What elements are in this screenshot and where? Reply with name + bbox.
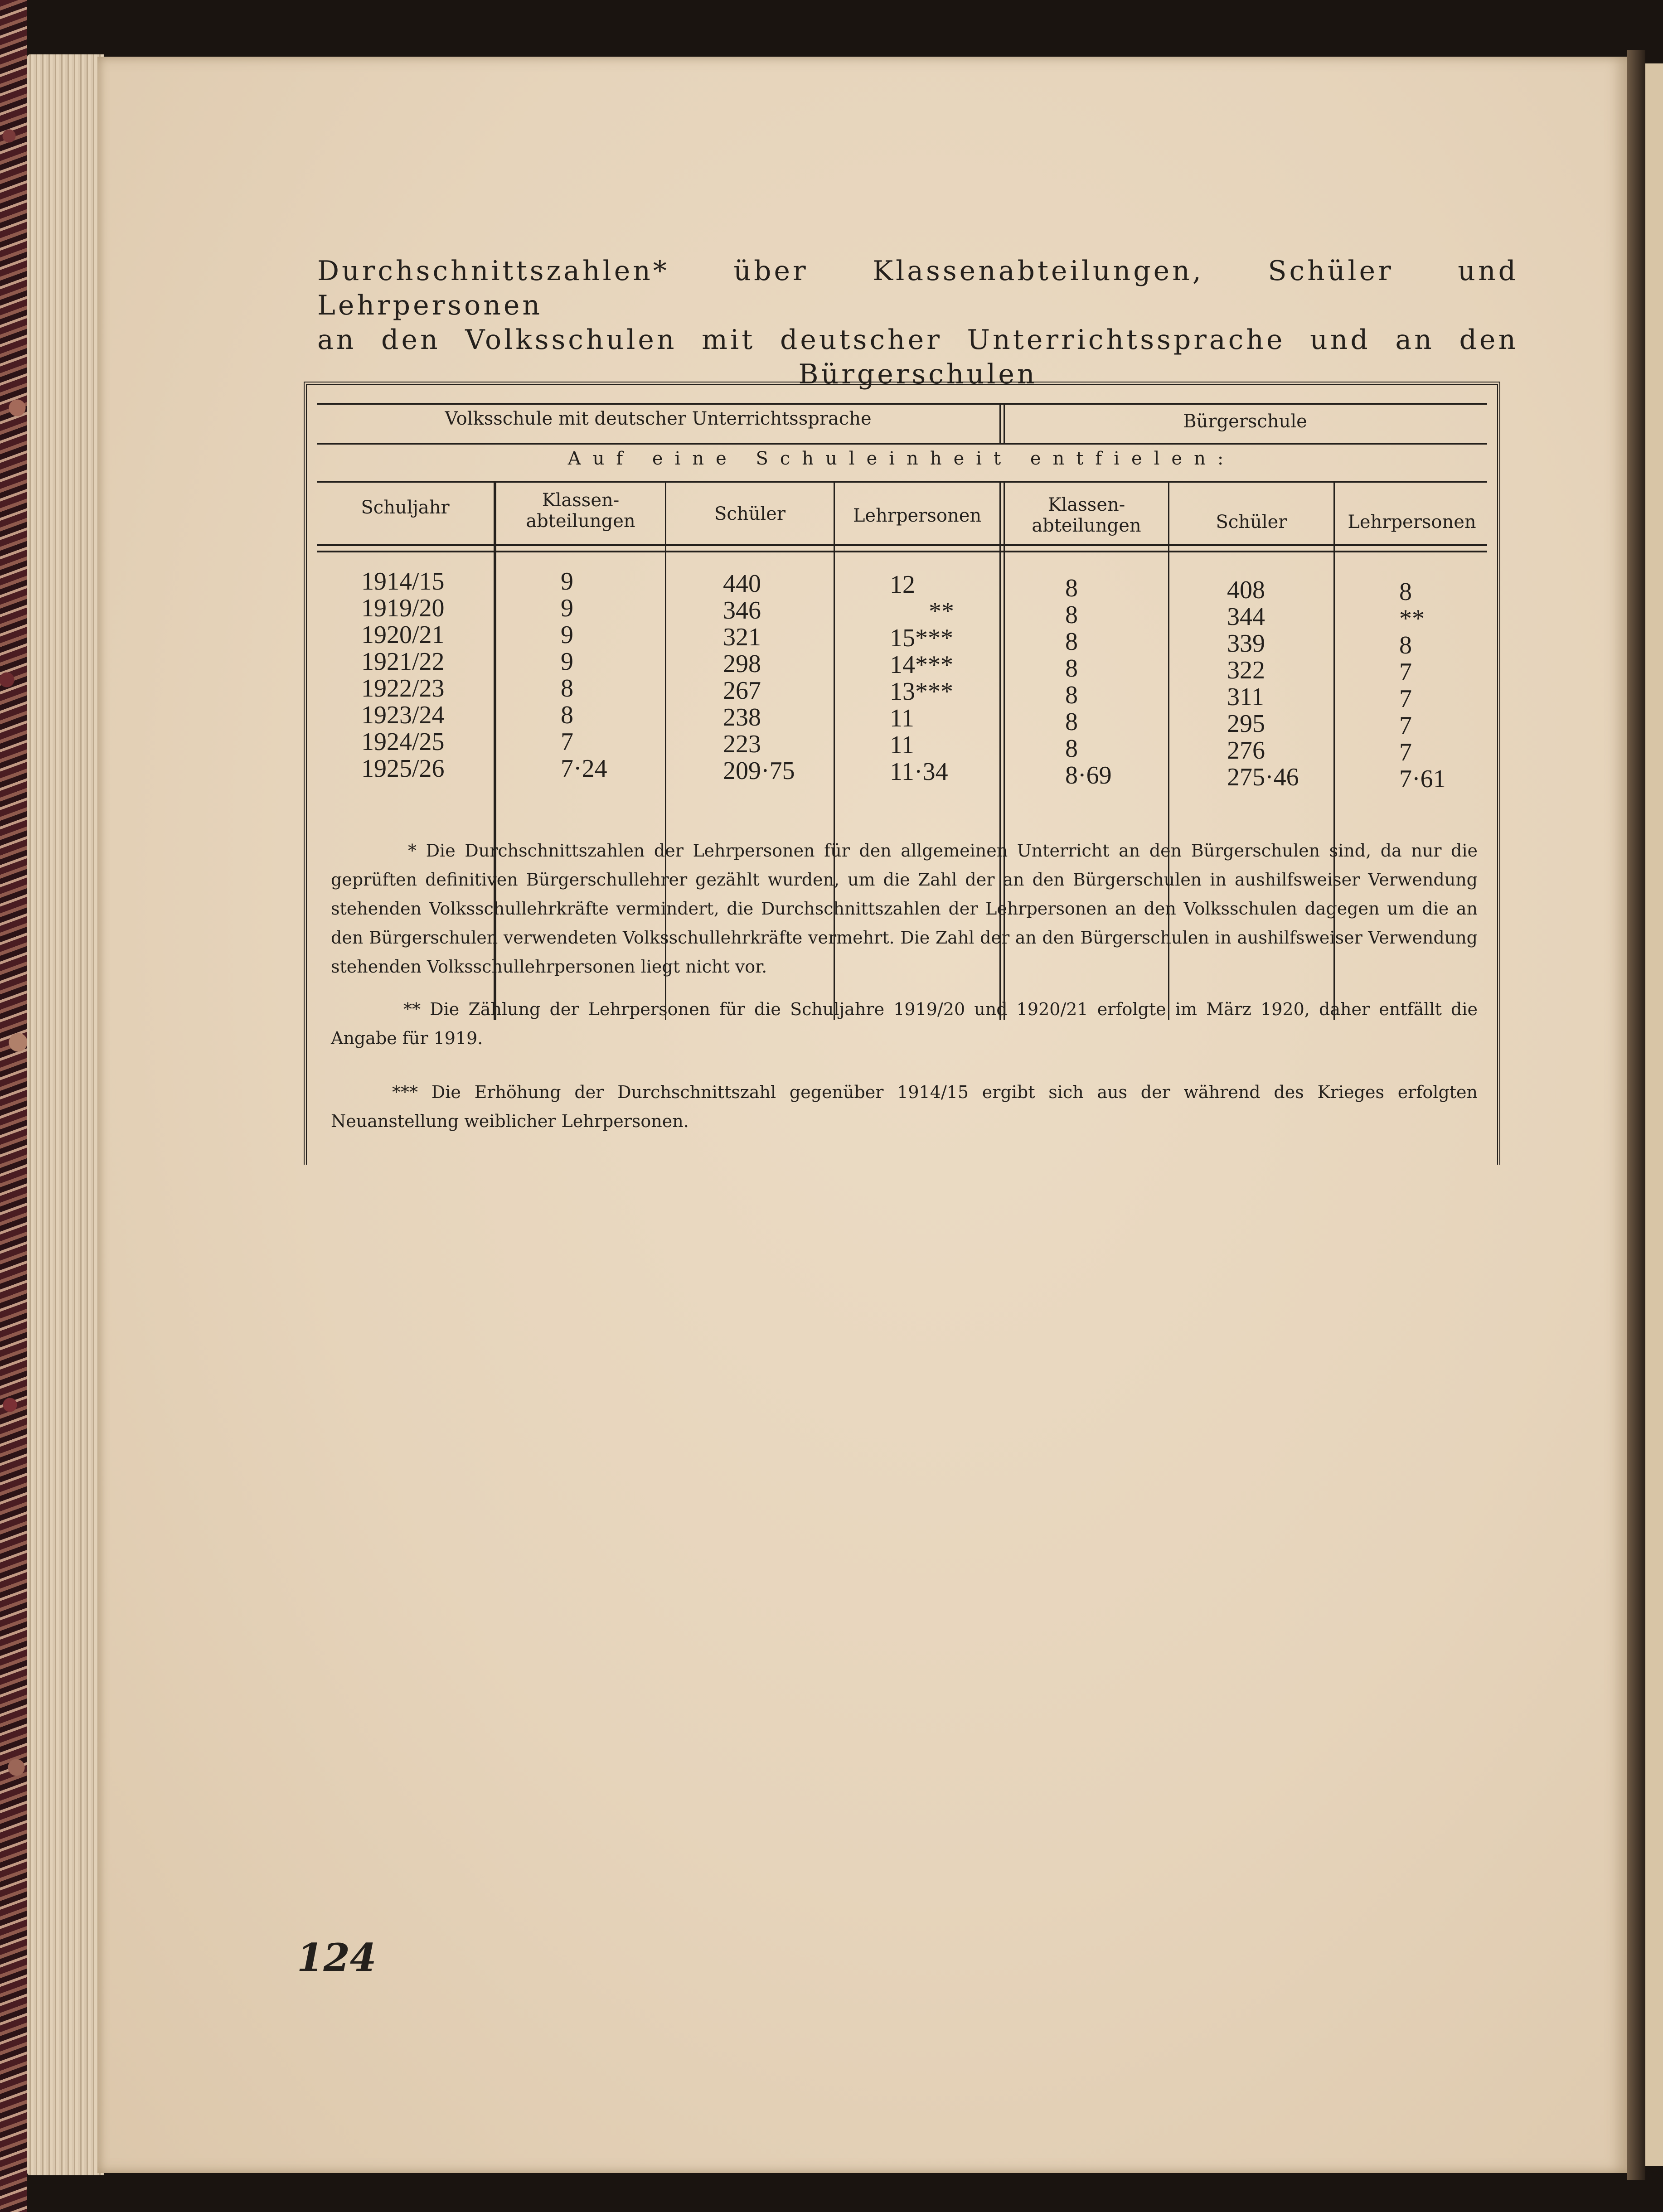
table-cell: 209·75 [723, 757, 795, 785]
column-klassen-buergerschule [1065, 575, 1112, 789]
title-line-2: an den Volksschulen mit deutscher Unterrichtssprache und an den [317, 324, 1518, 356]
table-group-divider [999, 403, 1005, 443]
table-cell: 7 [1399, 685, 1412, 713]
table-rule [317, 481, 1487, 483]
table-cell: 440 [723, 570, 761, 598]
table-cell: 15*** [890, 624, 953, 652]
table-cell: 8 [1065, 708, 1078, 736]
table-cell: 9 [561, 567, 573, 595]
table-cell: 1923/24 [361, 701, 445, 729]
table-cell: 9 [561, 648, 573, 676]
table-cell: 8 [1065, 574, 1078, 602]
table-cell: 8 [1399, 578, 1412, 606]
footnote-2: ** Die Zählung der Lehrpersonen für die Schuljahre 1919/20 und 1920/21 erfolgte im März 1920, daher entfällt die Angabe für 1919. [331, 999, 1478, 1048]
table-cell: 1920/21 [361, 621, 445, 649]
column-lehrpersonen-buergerschule [1399, 579, 1446, 793]
table-cell: 1921/22 [361, 648, 445, 676]
table-cell: 7·24 [561, 755, 607, 783]
table-cell: 276 [1227, 736, 1265, 765]
col-header-klassen-volksschule: Klassen- abteilungen [526, 490, 635, 532]
table-cell: 321 [723, 623, 761, 651]
page-edges [27, 54, 104, 2175]
table-subheader: Auf eine Schuleinheit entfielen: [567, 448, 1236, 469]
table-cell: 8 [1065, 735, 1078, 763]
page-title [317, 254, 1518, 392]
table-cell: 8 [1065, 628, 1078, 656]
table-cell: 8 [561, 674, 573, 702]
table-cell: 1914/15 [361, 567, 445, 595]
book-binding [0, 0, 27, 2212]
table-cell: 14*** [890, 651, 953, 679]
table-cell: 223 [723, 730, 761, 758]
page-number: 124 [297, 1935, 377, 1980]
title-line-3: Bürgerschulen [798, 358, 1038, 390]
column-schueler-volksschule [723, 571, 795, 784]
table-cell: 346 [723, 596, 761, 624]
title-line-1: Durchschnittszahlen* über Klassenabteilungen, Schüler und Lehrpersonen [317, 255, 1518, 321]
table-cell: 275·46 [1227, 763, 1299, 791]
column-schueler-buergerschule [1227, 577, 1299, 791]
table-cell: 8 [561, 701, 573, 729]
table-cell: 1919/20 [361, 594, 445, 622]
table-cell: 8 [1065, 681, 1078, 709]
col-header-schuljahr: Schuljahr [361, 497, 450, 518]
table-cell: 8 [1399, 631, 1412, 659]
table-cell: 9 [561, 594, 573, 622]
spine-shadow [1627, 50, 1645, 2180]
table-cell: 1924/25 [361, 728, 445, 756]
table-cell: 8 [1065, 601, 1078, 629]
column-klassen-volksschule [561, 568, 607, 782]
table-cell: 8·69 [1065, 761, 1112, 789]
table-cell: 311 [1227, 683, 1264, 711]
table-cell: 8 [1065, 654, 1078, 682]
table-cell: 339 [1227, 629, 1265, 658]
table-cell: ** [929, 597, 954, 625]
table-rule [317, 403, 1487, 405]
column-lehrpersonen-volksschule [890, 571, 954, 785]
col-header-schueler-buergerschule: Schüler [1216, 512, 1287, 532]
table-cell: 295 [1227, 710, 1265, 738]
column-schuljahr [361, 568, 445, 782]
table-cell: 267 [723, 677, 761, 705]
table-cell: 1922/23 [361, 674, 445, 702]
table-cell: 7 [1399, 712, 1412, 740]
table-cell: 9 [561, 621, 573, 649]
table-rule [317, 443, 1487, 445]
group-header-volksschule: Volksschule mit deutscher Unterrichtssprache [445, 408, 872, 429]
table-cell: 11·34 [890, 758, 948, 786]
table-rule [317, 544, 1487, 546]
col-header-schueler-volksschule: Schüler [714, 503, 785, 524]
table-cell: 7 [1399, 738, 1412, 766]
table-cell: 7·61 [1399, 765, 1446, 793]
col-header-klassen-buergerschule: Klassen- abteilungen [1032, 494, 1141, 536]
footnote-3: *** Die Erhöhung der Durchschnittszahl gegenüber 1914/15 ergibt sich aus der während des Krieges erfolgten Neuanstellung weiblicher Lehrpersonen. [331, 1082, 1478, 1131]
table-cell: 12 [890, 571, 915, 599]
group-header-buergerschule: Bürgerschule [1183, 411, 1307, 432]
table-cell: 13*** [890, 678, 953, 706]
table-cell: 322 [1227, 656, 1265, 684]
table-cell: 238 [723, 703, 761, 731]
table-cell: 11 [890, 731, 914, 759]
facing-page-edge [1645, 63, 1663, 2166]
table-cell: 11 [890, 704, 914, 732]
footnote-1: * Die Durchschnittszahlen der Lehrpersonen für den allgemeinen Unterricht an den Bürgerschulen sind, da nur die geprüften definitiven Bürgerschullehrer gezählt wurden, um die Zahl der an den Bürgerschulen in aushilfsweiser Verwendung stehenden Volksschullehrkräfte vermindert, die Durchschnittszahlen der Lehrpersonen an den Volksschulen dagegen um die an den Bürgerschulen verwendeten Volksschullehrkräfte vermehrt. Die Zahl der an den Bürgerschulen in aushilfsweiser Verwendung stehenden Volksschullehrpersonen liegt nicht vor. [331, 841, 1478, 977]
table-cell: 1925/26 [361, 755, 445, 783]
table-cell: 408 [1227, 576, 1265, 604]
table-cell: 7 [1399, 658, 1412, 686]
col-header-lehrpersonen-buergerschule: Lehrpersonen [1348, 512, 1476, 532]
table-cell: ** [1399, 605, 1425, 633]
table-cell: 344 [1227, 603, 1265, 631]
table-cell: 7 [561, 728, 573, 756]
table-cell: 298 [723, 650, 761, 678]
col-header-lehrpersonen-volksschule: Lehrpersonen [853, 505, 982, 526]
table-rule [317, 551, 1487, 552]
